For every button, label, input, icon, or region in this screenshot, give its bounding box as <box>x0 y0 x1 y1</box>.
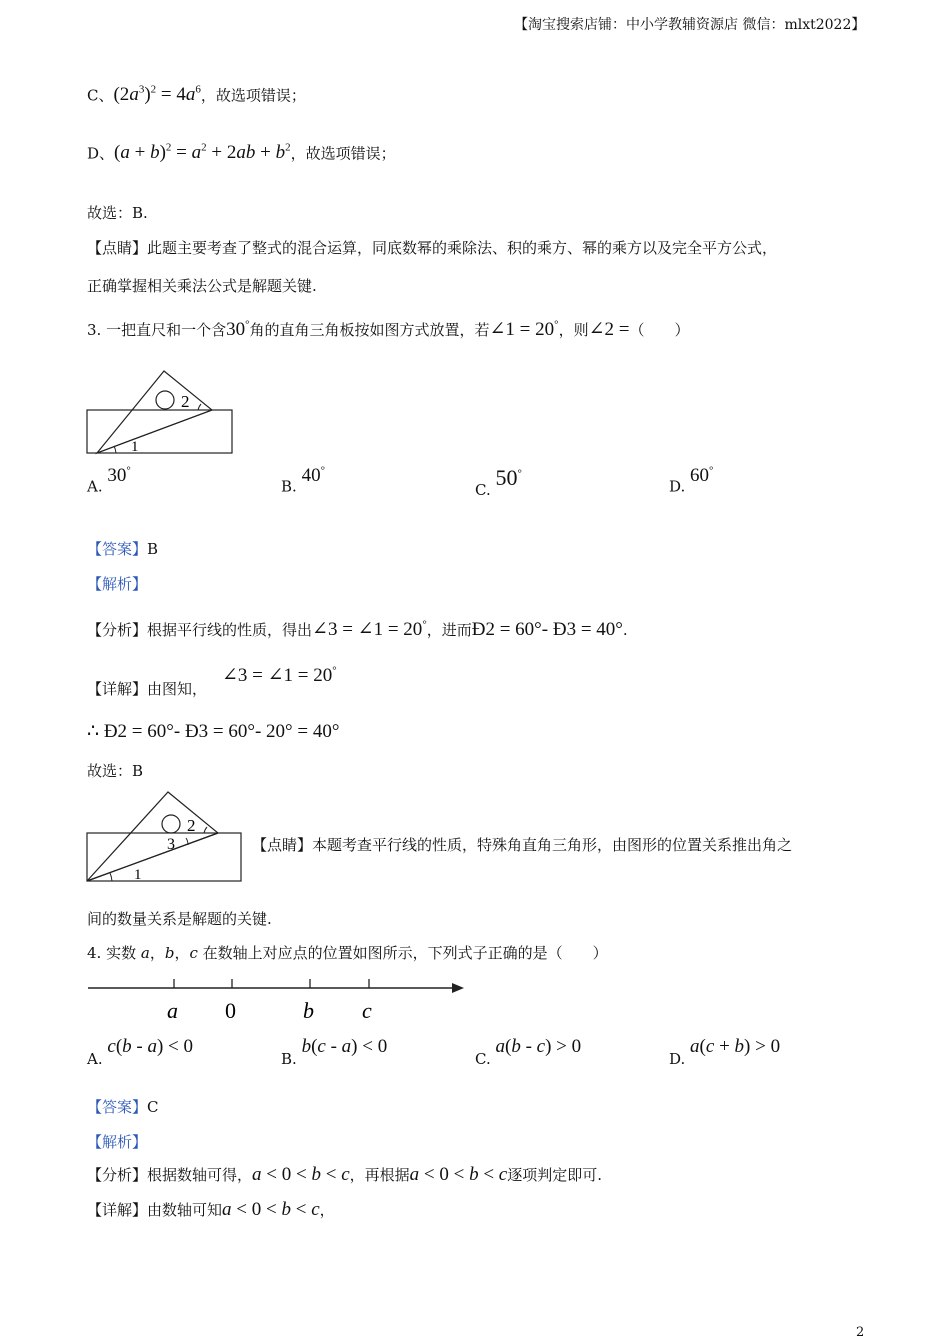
q4-answer-value: C <box>147 1098 159 1116</box>
angle1-label: 1 <box>131 439 139 455</box>
q3-answer-value: B <box>147 540 159 558</box>
q4-stem: 4. 实数 a，b，c 在数轴上对应点的位置如图所示，下列式子正确的是（ ） <box>87 944 608 962</box>
q3-stem-b: 角的直角三角板按如图方式放置，若 <box>249 321 490 339</box>
q3-option-b-value: 40 <box>301 465 321 487</box>
triangle-outline <box>97 371 212 453</box>
q3-option-b-label: B. <box>281 477 297 496</box>
label-c: c <box>362 998 372 1023</box>
q4-option-b <box>281 1036 388 1070</box>
q4-option-d-label: D. <box>669 1050 686 1068</box>
q4-fenxi-b: ，再根据 <box>349 1166 410 1184</box>
q3-fenxi-formula1: ∠3 = ∠1 = 20° <box>312 618 427 640</box>
q2-option-d-tail: ，故选项错误； <box>290 144 396 163</box>
q3-option-b: B. 40° <box>281 465 325 496</box>
q3-dianjing-tag: 【点睛】 <box>252 836 313 854</box>
angle1-arc-2 <box>110 873 112 881</box>
q4-option-a-label: A. <box>87 1050 103 1068</box>
label-b: b <box>303 998 314 1023</box>
q3-stem-d: （ ） <box>629 321 690 339</box>
q4-fenxi-formula1: a < 0 < b < c <box>252 1164 350 1185</box>
q4-option-b-label: B. <box>281 1050 297 1068</box>
q3-stem-angle30: 30° <box>226 318 250 340</box>
q3-figure-with-angle3 <box>86 790 246 885</box>
q3-fenxi-a: 根据平行线的性质，得出 <box>147 621 313 639</box>
q4-xiangjie-tag: 【详解】 <box>87 1201 148 1219</box>
q4-jiexi-tag: 【解析】 <box>87 1133 148 1151</box>
page-header: 【淘宝搜索店铺：中小学教辅资源店 微信：mlxt2022】 <box>514 17 866 33</box>
triangle-outline-2 <box>87 792 218 881</box>
q2-option-d-formula: $(a + b)^2 = a^2 + 2ab + b^2$ <box>114 142 291 164</box>
q4-answer-tag: 【答案】 <box>87 1098 148 1116</box>
q4-xiangjie-a: 由数轴可知 <box>147 1201 223 1219</box>
q3-fenxi-tag: 【分析】 <box>87 621 148 639</box>
q4-xiangjie-formula: a < 0 < b < c <box>222 1199 320 1220</box>
angle1-label-2: 1 <box>134 867 142 883</box>
q4-option-d <box>669 1036 781 1070</box>
triangle-hole-2 <box>162 815 180 833</box>
q3-xiangjie-a: 由图知， <box>147 680 208 698</box>
q3-dianjing-line1 <box>252 834 792 855</box>
q2-option-d-label: D、 <box>87 144 115 163</box>
q3-stem-angle1: ∠1 = 20° <box>489 318 559 340</box>
ruler-rect <box>87 410 232 453</box>
q4-option-a-formula: c(b - a) < 0 <box>107 1036 194 1057</box>
angle2-label: 2 <box>181 392 190 411</box>
q2-dianjing-tag: 【点睛】 <box>87 239 148 257</box>
q2-option-c-formula: $(2a^3)^2 = 4a^6$ <box>113 84 201 106</box>
q4-xiangjie: 【详解】由数轴可知a < 0 < b < c， <box>87 1199 335 1220</box>
q2-dianjing-text: 此题主要考查了整式的混合运算，同底数幂的乘除法、积的乘方、幂的乘方以及完全平方公式， <box>147 239 778 257</box>
q4-stem-a: 4. 实数 <box>87 944 137 962</box>
q3-stem <box>87 318 689 341</box>
q3-select: 故选：B <box>87 762 144 780</box>
q3-fenxi-formula2: Ð2 = 60°- Ð3 = 40° <box>471 619 623 640</box>
q3-answer-tag: 【答案】 <box>87 540 148 558</box>
q3-option-c-value: 50 <box>495 465 518 490</box>
q3-dianjing-line2: 间的数量关系是解题的关键. <box>87 910 272 928</box>
q4-fenxi-tag: 【分析】 <box>87 1166 148 1184</box>
q2-dianjing-line1 <box>87 237 777 258</box>
q3-option-d-label: D. <box>669 477 686 496</box>
q3-xiangjie <box>87 678 207 699</box>
q2-option-d <box>87 142 396 164</box>
q2-option-c-tail: ，故选项错误； <box>200 86 306 105</box>
axis-arrow <box>452 983 464 993</box>
angle2-arc <box>198 404 201 410</box>
q3-option-d: D. 60° <box>669 465 714 496</box>
angle1-arc <box>114 446 116 453</box>
q4-number-line <box>86 972 471 1027</box>
q4-option-a <box>87 1036 194 1070</box>
label-0: 0 <box>225 998 236 1023</box>
q4-option-b-formula: b(c - a) < 0 <box>301 1036 388 1057</box>
q2-dianjing-line2: 正确掌握相关乘法公式是解题关键. <box>87 277 317 295</box>
q3-fenxi-b: ，进而 <box>426 621 472 639</box>
label-a: a <box>167 998 178 1023</box>
q4-fenxi-a: 根据数轴可得， <box>147 1166 253 1184</box>
q4-option-c <box>475 1036 582 1070</box>
q3-stem-a: 3. 一把直尺和一个含 <box>87 321 227 339</box>
angle2-arc-2 <box>204 827 207 833</box>
q3-figure-ruler-triangle <box>86 368 236 458</box>
triangle-hole <box>156 391 174 409</box>
q4-option-c-formula: a(b - c) > 0 <box>495 1036 582 1057</box>
q4-option-d-formula: a(c + b) > 0 <box>690 1036 781 1057</box>
q3-option-a-label: A. <box>87 477 103 496</box>
q3-fenxi: 【分析】根据平行线的性质，得出∠3 = ∠1 = 20°，进而Ð2 = 60°- Ð3 = 40°. <box>87 618 628 640</box>
q3-option-d-value: 60 <box>690 465 710 487</box>
triangle-hypotenuse-2 <box>87 833 218 881</box>
q4-fenxi <box>87 1164 602 1186</box>
q3-answer <box>87 538 158 559</box>
q2-option-c <box>87 84 306 106</box>
q3-stem-angle2: ∠2 = <box>588 319 630 340</box>
q2-option-c-label: C、 <box>87 86 114 105</box>
angle3-label: 3 <box>167 836 175 853</box>
q3-xiangjie-tag: 【详解】 <box>87 680 148 698</box>
q3-option-a: A. 30° <box>87 465 131 496</box>
q3-xiangjie-formula: ∠3 = ∠1 = 20° <box>222 664 337 686</box>
q2-select: 故选：B. <box>87 204 148 222</box>
q3-option-c-label: C. <box>475 481 491 499</box>
q4-fenxi-formula2: a < 0 < b < c <box>409 1164 508 1185</box>
q4-answer <box>87 1096 159 1117</box>
q4-option-c-label: C. <box>475 1050 491 1068</box>
q4-fenxi-c: 逐项判定即可. <box>507 1166 603 1184</box>
q3-option-a-value: 30 <box>107 465 127 487</box>
page-number: 2 <box>856 1325 865 1340</box>
q3-dianjing-text: 本题考查平行线的性质，特殊角直角三角形，由图形的位置关系推出角之 <box>312 836 793 854</box>
q3-stem-c: ，则 <box>558 321 589 339</box>
q3-jiexi-tag: 【解析】 <box>87 575 148 593</box>
q3-option-c: C. 50° <box>475 465 522 499</box>
q3-therefore-formula: ∴ Ð2 = 60°- Ð3 = 60°- 20° = 40° <box>87 721 340 742</box>
angle2-label-2: 2 <box>187 816 196 835</box>
q4-stem-b: 在数轴上对应点的位置如图所示，下列式子正确的是（ ） <box>202 944 608 962</box>
